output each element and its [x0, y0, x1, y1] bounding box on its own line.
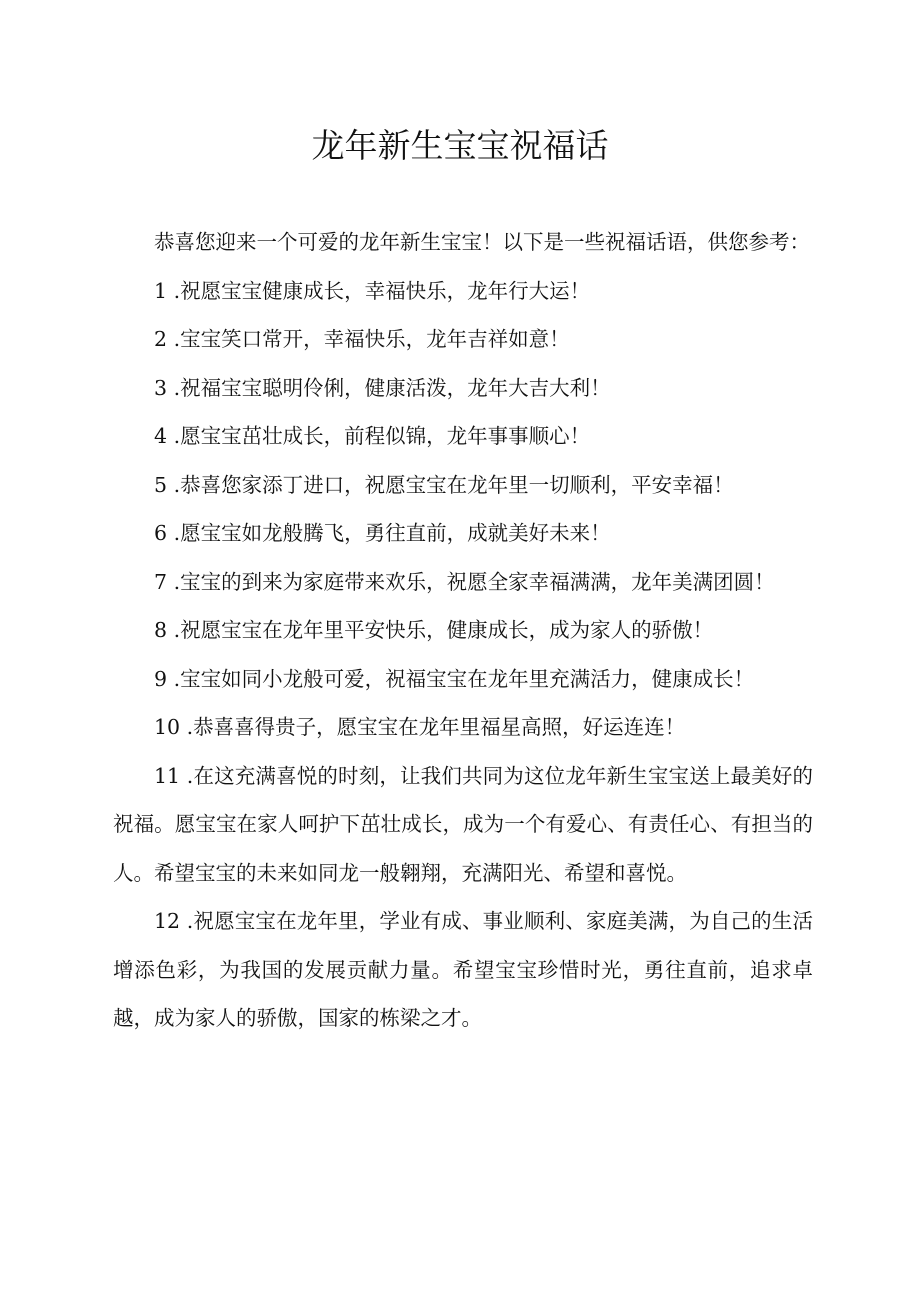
item-separator: .: [180, 763, 194, 788]
item-text: 愿宝宝茁壮成长，前程似锦，龙年事事顺心！: [180, 424, 591, 448]
list-item: [113, 412, 813, 461]
item-text: 宝宝笑口常开，幸福快乐，龙年吉祥如意！: [180, 327, 570, 351]
item-number: 6: [154, 521, 168, 545]
item-text: 祝愿宝宝在龙年里，学业有成、事业顺利、家庭美满，为自己的生活增添色彩，为我国的发展贡献力量。希望宝宝珍惜时光，勇往直前，追求卓越，成为家人的骄傲，国家的栋梁之才。: [113, 909, 813, 1030]
item-separator: .: [167, 327, 181, 351]
list-item: [113, 558, 813, 607]
item-number: 11: [154, 763, 181, 788]
document-body: [113, 218, 813, 1043]
item-separator: .: [180, 715, 194, 739]
item-separator: .: [167, 618, 181, 642]
list-item: [113, 315, 813, 364]
item-separator: .: [167, 569, 181, 594]
item-number: 8: [154, 618, 168, 642]
item-number: 5: [154, 472, 168, 497]
item-text: 宝宝的到来为家庭带来欢乐，祝愿全家幸福满满，龙年美满团圆！: [180, 569, 775, 594]
item-text: 宝宝如同小龙般可爱，祝福宝宝在龙年里充满活力，健康成长！: [180, 666, 755, 691]
item-number: 3: [154, 375, 168, 400]
list-item: [113, 606, 813, 655]
list-item: [113, 461, 813, 510]
item-separator: .: [167, 375, 181, 400]
item-separator: .: [167, 521, 181, 545]
item-number: 12: [154, 909, 181, 933]
item-separator: .: [167, 472, 181, 497]
list-item: [113, 509, 813, 558]
item-text: 祝愿宝宝在龙年里平安快乐，健康成长，成为家人的骄傲！: [180, 618, 714, 642]
intro-paragraph: 恭喜您迎来一个可爱的龙年新生宝宝！以下是一些祝福话语，供您参考：: [154, 230, 810, 254]
item-text: 祝愿宝宝健康成长，幸福快乐，龙年行大运！: [180, 278, 591, 303]
list-item: [113, 655, 813, 704]
item-text: 祝福宝宝聪明伶俐，健康活泼，龙年大吉大利！: [180, 375, 611, 400]
item-separator: .: [167, 424, 181, 448]
item-separator: .: [167, 666, 181, 691]
item-text: 恭喜您家添丁进口，祝愿宝宝在龙年里一切顺利，平安幸福！: [180, 472, 734, 497]
item-number: 4: [154, 424, 168, 448]
item-text: 在这充满喜悦的时刻，让我们共同为这位龙年新生宝宝送上最美好的祝福。愿宝宝在家人呵护下茁壮成长，成为一个有爱心、有责任心、有担当的人。希望宝宝的未来如同龙一般翱翔，充满阳光、希望和喜悦。: [113, 763, 813, 885]
item-text: 恭喜喜得贵子，愿宝宝在龙年里福星高照，好运连连！: [193, 715, 686, 739]
list-item: [113, 752, 813, 898]
item-separator: .: [180, 909, 194, 933]
item-number: 9: [154, 666, 168, 691]
item-number: 7: [154, 569, 168, 594]
list-item: [113, 897, 813, 1043]
item-number: 1: [154, 278, 168, 303]
list-item: [113, 703, 813, 752]
document-title: 龙年新生宝宝祝福话: [311, 126, 609, 165]
list-item: [113, 364, 813, 413]
item-number: 10: [154, 715, 181, 739]
item-number: 2: [154, 327, 168, 351]
item-separator: .: [167, 278, 181, 303]
item-text: 愿宝宝如龙般腾飞，勇往直前，成就美好未来！: [180, 521, 611, 545]
list-item: [113, 267, 813, 316]
